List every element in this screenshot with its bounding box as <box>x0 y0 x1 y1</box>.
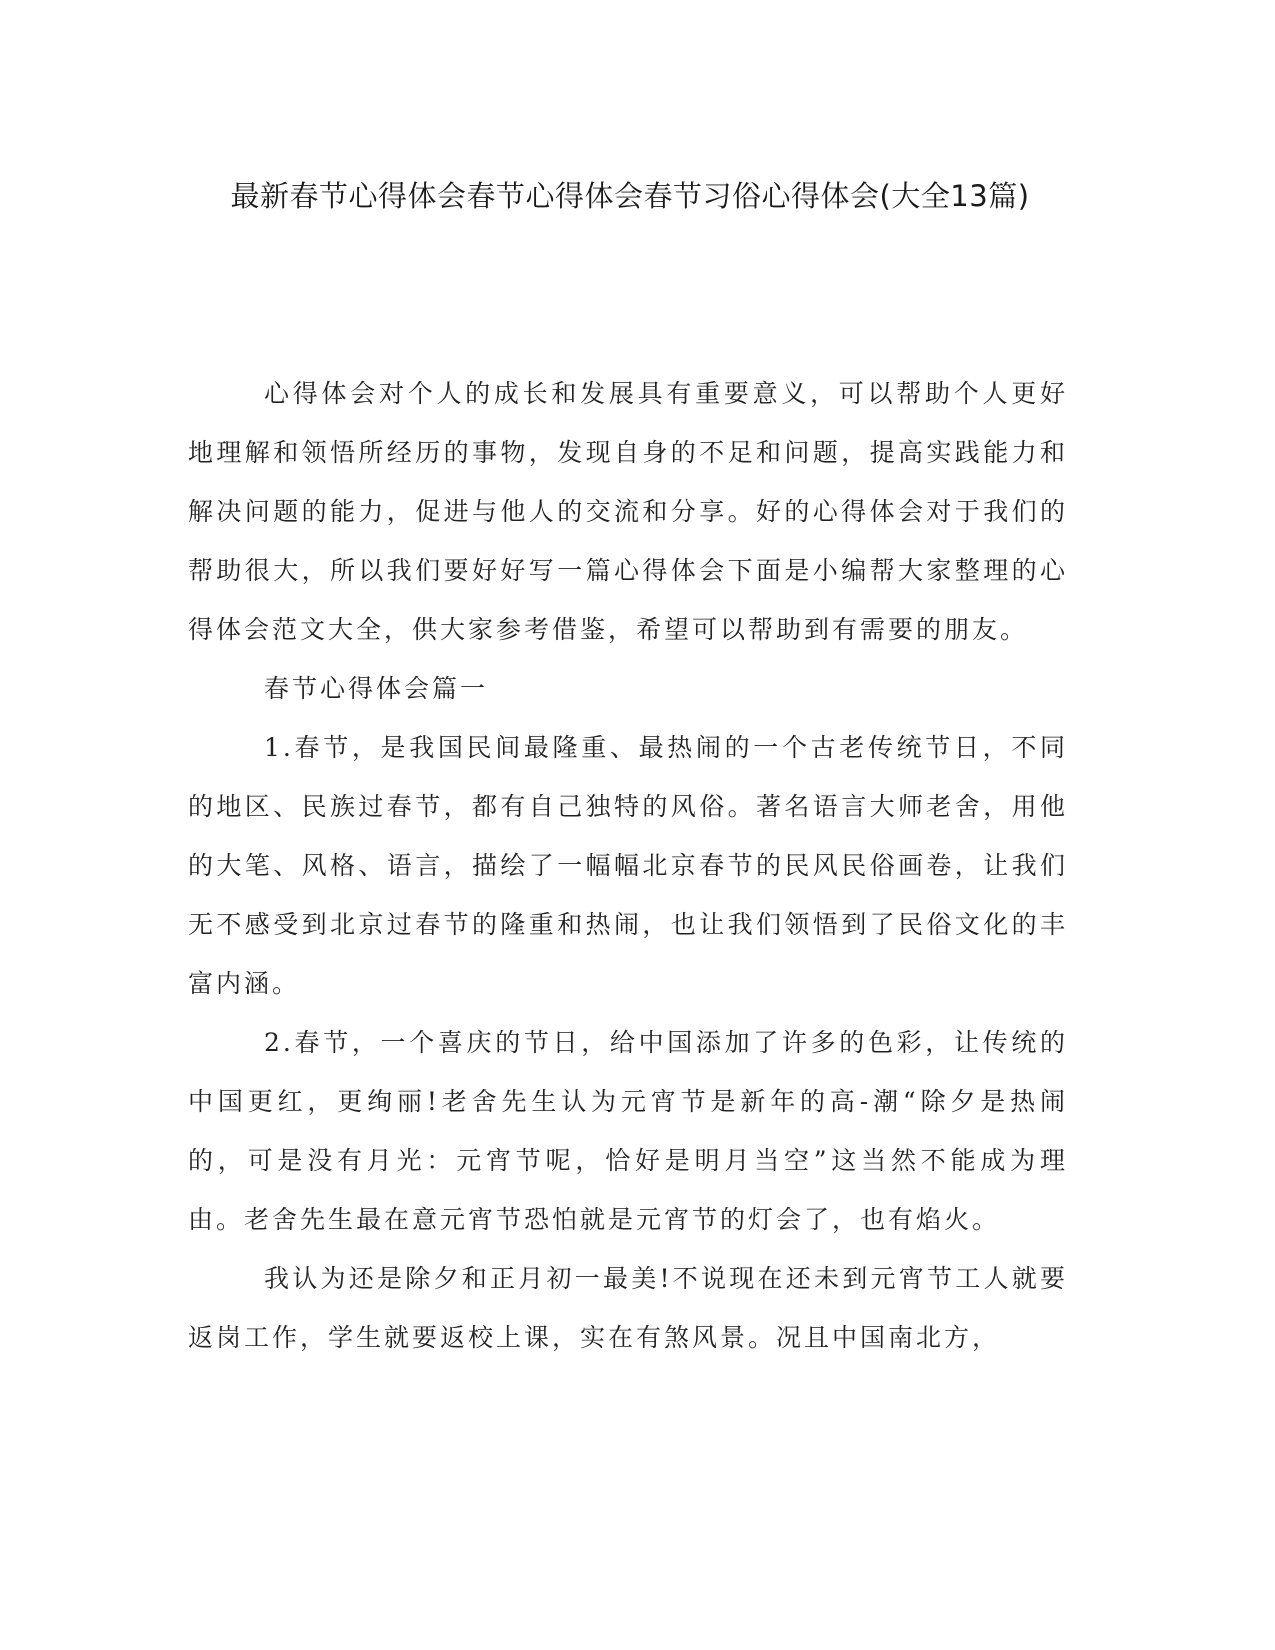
section-heading: 春节心得体会篇一 <box>264 674 489 703</box>
body-paragraph-2: 2.春节，一个喜庆的节日，给中国添加了许多的色彩，让传统的中国更红，更绚丽!老舍先生认为元宵节是新年的高-潮“除夕是热闹的，可是没有月光：元宵节呢，恰好是明月当空”这当然不能成为理由。老舍先生最在意元宵节恐怕就是元宵节的灯会了，也有焰火。 <box>188 1028 1068 1234</box>
document-title: 最新春节心得体会春节心得体会春节习俗心得体会(大全13篇) <box>230 179 1030 213</box>
body-paragraph-3: 我认为还是除夕和正月初一最美!不说现在还未到元宵节工人就要返岗工作，学生就要返校上课，实在有煞风景。况且中国南北方， <box>188 1264 1068 1352</box>
intro-paragraph: 心得体会对个人的成长和发展具有重要意义，可以帮助个人更好地理解和领悟所经历的事物，发现自身的不足和问题，提高实践能力和解决问题的能力，促进与他人的交流和分享。好的心得体会对于我们的帮助很大，所以我们要好好写一篇心得体会下面是小编帮大家整理的心得体会范文大全，供大家参考借鉴，希望可以帮助到有需要的朋友。 <box>188 379 1068 644</box>
document-body <box>188 364 1068 1367</box>
body-paragraph-1: 1.春节，是我国民间最隆重、最热闹的一个古老传统节日，不同的地区、民族过春节，都有自己独特的风俗。著名语言大师老舍，用他的大笔、风格、语言，描绘了一幅幅北京春节的民风民俗画卷，让我们无不感受到北京过春节的隆重和热闹，也让我们领悟到了民俗文化的丰富内涵。 <box>188 733 1068 998</box>
